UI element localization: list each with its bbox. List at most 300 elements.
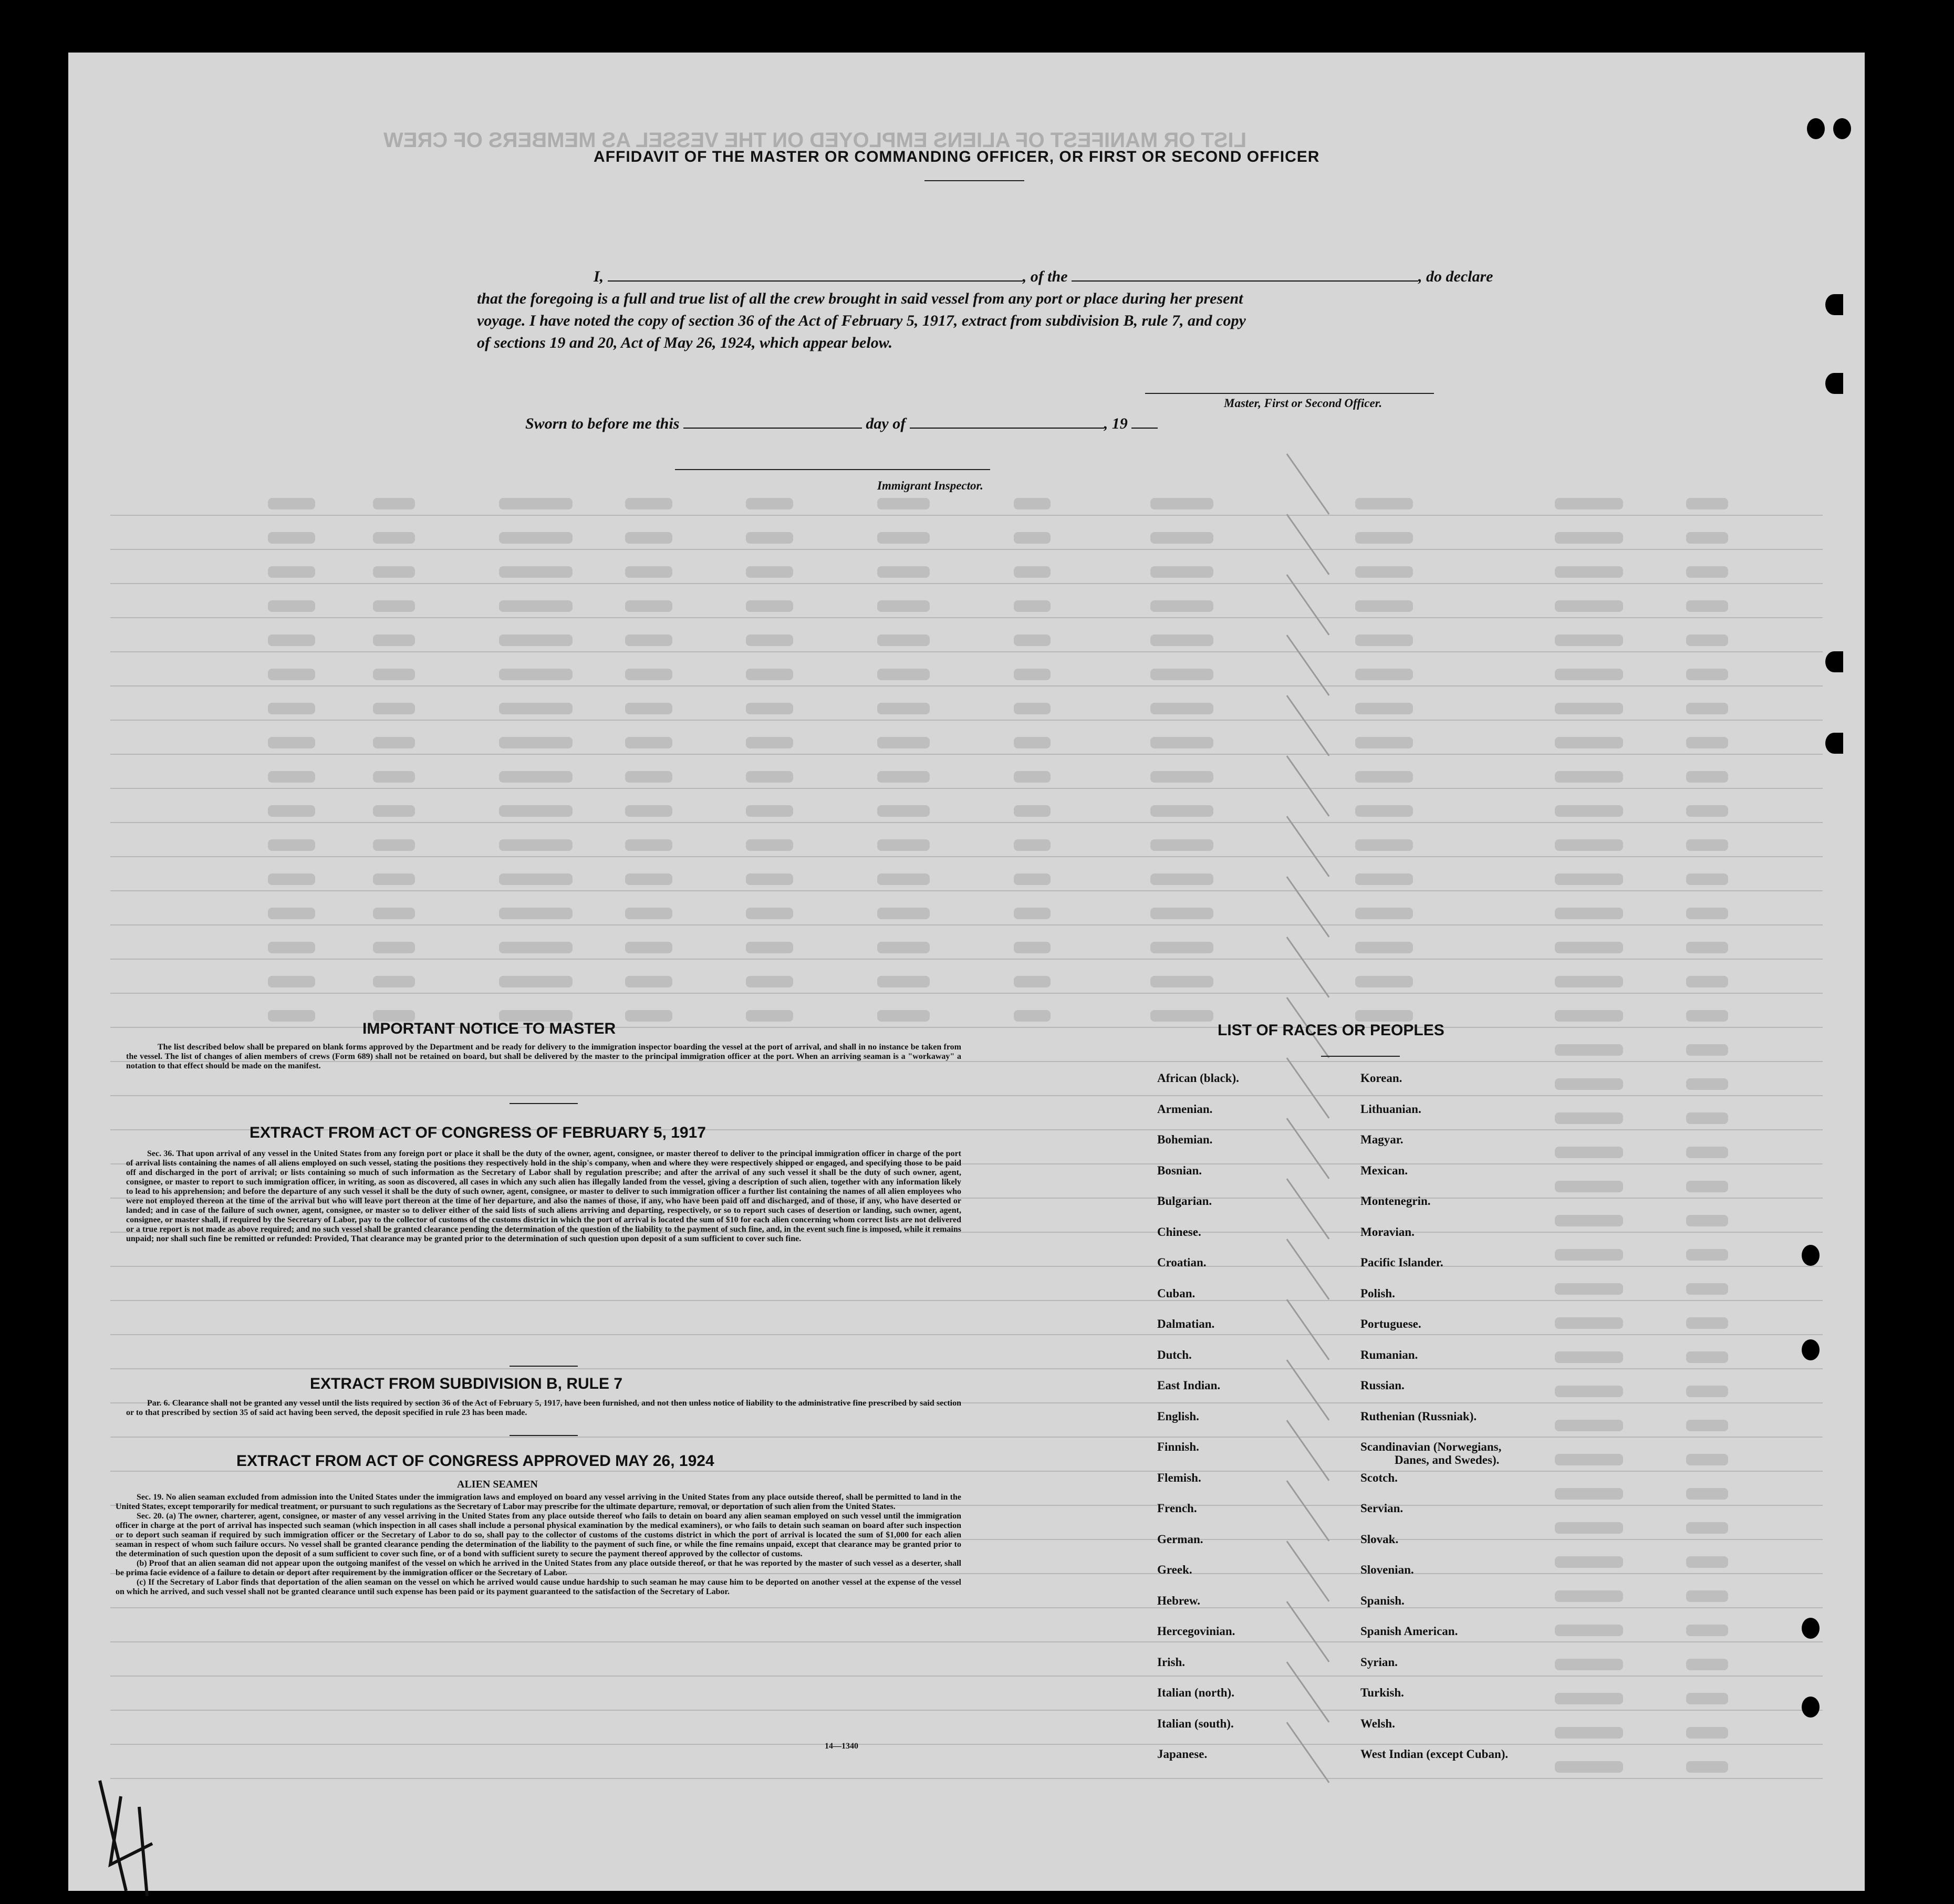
bleed-cell xyxy=(1150,908,1213,919)
bleed-cell xyxy=(877,805,930,817)
races-title: LIST OF RACES OR PEOPLES xyxy=(1218,1022,1444,1039)
bleed-cell xyxy=(1355,600,1413,612)
bleed-cell xyxy=(1555,771,1623,783)
bleed-cell xyxy=(625,1010,672,1022)
bleed-row-line xyxy=(110,1710,1823,1711)
bleed-cell xyxy=(746,703,793,714)
bleed-cell xyxy=(1686,1010,1728,1022)
ghost-header: LIST OR MANIFEST OF ALIENS EMPLOYED ON THE VESSEL AS MEMBERS OF CREW xyxy=(383,129,1247,152)
race-item: Croatian. xyxy=(1157,1256,1207,1269)
bleed-cell xyxy=(499,566,573,578)
bleed-cell xyxy=(746,498,793,509)
bleed-cell xyxy=(499,737,573,748)
bleed-cell xyxy=(1014,805,1051,817)
race-item: Servian. xyxy=(1360,1502,1404,1515)
bleed-cell xyxy=(625,669,672,680)
bleed-cell xyxy=(1686,703,1728,714)
bleed-cell xyxy=(877,566,930,578)
extract-1924-title: EXTRACT FROM ACT OF CONGRESS APPROVED MAY 26, 1924 xyxy=(236,1452,714,1470)
race-item: Scandinavian (Norwegians, xyxy=(1360,1440,1502,1453)
bleed-cell xyxy=(1686,669,1728,680)
race-item: Pacific Islander. xyxy=(1360,1256,1443,1269)
race-item: Turkish. xyxy=(1360,1686,1404,1699)
bleed-cell xyxy=(625,532,672,544)
bleed-cell xyxy=(1355,908,1413,919)
binder-hole xyxy=(1825,651,1843,672)
bleed-cell xyxy=(877,669,930,680)
race-item: Scotch. xyxy=(1360,1471,1398,1484)
bleed-stroke xyxy=(1286,1601,1330,1662)
bleed-row-line xyxy=(110,959,1823,960)
bleed-cell xyxy=(625,600,672,612)
bleed-cell xyxy=(499,669,573,680)
affidavit-line-4: of sections 19 and 20, Act of May 26, 1924, which appear below. xyxy=(477,334,893,351)
bleed-stroke xyxy=(1286,1178,1330,1239)
bleed-cell xyxy=(1555,1215,1623,1226)
bleed-cell xyxy=(268,566,315,578)
bleed-cell xyxy=(1555,1317,1623,1329)
race-item: Slovenian. xyxy=(1360,1563,1414,1576)
bleed-cell xyxy=(373,532,415,544)
bleed-cell xyxy=(268,771,315,783)
bleed-cell xyxy=(1686,1283,1728,1295)
bleed-cell xyxy=(1686,873,1728,885)
bleed-cell xyxy=(1686,634,1728,646)
bleed-cell xyxy=(746,839,793,851)
bleed-cell xyxy=(1014,908,1051,919)
section-20c-text: (c) If the Secretary of Labor finds that deportation of the alien seaman on the vessel on which he arrived would cause undue hardship to such seaman he may cause him to be deported on another vessel at the expense of the vessel on which he arrived, and such vessel shall not be granted clearance until such expense has been paid or its payment guaranteed to the satisfaction of the Secretary of Labor. xyxy=(116,1578,961,1596)
bleed-cell xyxy=(373,634,415,646)
affidavit-line-1: I, , of the , do declare xyxy=(594,268,1493,285)
bleed-stroke xyxy=(1286,1299,1330,1360)
bleed-cell xyxy=(1686,1590,1728,1602)
affidavit-title: AFFIDAVIT OF THE MASTER OR COMMANDING OFFICER, OR FIRST OR SECOND OFFICER xyxy=(594,148,1320,165)
bleed-cell xyxy=(1150,942,1213,953)
bleed-cell xyxy=(268,908,315,919)
bleed-stroke xyxy=(1286,937,1330,997)
bleed-cell xyxy=(877,703,930,714)
bleed-cell xyxy=(499,634,573,646)
bleed-cell xyxy=(373,737,415,748)
bleed-row-line xyxy=(110,1095,1823,1096)
race-item: Irish. xyxy=(1157,1655,1186,1669)
bleed-cell xyxy=(625,839,672,851)
bleed-cell xyxy=(268,805,315,817)
bleed-cell xyxy=(1555,1112,1623,1124)
bleed-cell xyxy=(877,532,930,544)
bleed-cell xyxy=(499,600,573,612)
bleed-cell xyxy=(1555,873,1623,885)
bleed-cell xyxy=(1686,1556,1728,1568)
bleed-cell xyxy=(373,873,415,885)
bleed-cell xyxy=(625,771,672,783)
bleed-cell xyxy=(1355,771,1413,783)
race-item: French. xyxy=(1157,1502,1197,1515)
bleed-cell xyxy=(1150,805,1213,817)
race-item: Greek. xyxy=(1157,1563,1192,1576)
bleed-cell xyxy=(1555,532,1623,544)
bleed-stroke xyxy=(1286,695,1330,756)
bleed-cell xyxy=(268,942,315,953)
bleed-cell xyxy=(1150,976,1213,987)
bleed-cell xyxy=(1555,1488,1623,1500)
bleed-cell xyxy=(1686,1351,1728,1363)
bleed-cell xyxy=(1686,1454,1728,1465)
bleed-stroke xyxy=(1286,1541,1330,1601)
bleed-cell xyxy=(499,498,573,509)
bleed-row-line xyxy=(110,1300,1823,1301)
bleed-stroke xyxy=(1286,1661,1330,1722)
race-item: Armenian. xyxy=(1157,1102,1213,1116)
inspector-line xyxy=(675,469,990,470)
extract-1917-rule xyxy=(510,1366,578,1367)
extract-1917-text: Sec. 36. That upon arrival of any vessel in the United States from any foreign port or place it shall be the duty of the owner, agent, consignee, or master thereof to deliver to the principal immigration officer in charge of the port of arrival lists containing the names of all aliens employed on such vessel, stating the positions they respectively hold in the ship's company, when and where they were respectively shipped or engaged, and specifying those to be paid off and discharged in the port of arrival; or lists containing so much of such information as the Secretary of Labor shall by regulation prescribe; and after the arrival of any such vessel it shall be the duty of such owner, agent, consignee, or master to report to such immigration officer, in writing, as soon as discovered, all cases in which any such alien has illegally landed from the vessel, giving a description of such alien, together with any information likely to lead to his apprehension; and before the departure of any such vessel it shall be the duty of such owner, agent, consignee, or master to deliver to such immigration officer a further list containing the names of all alien employees who were not employed thereon at the time of the arrival but who will leave port thereon at the time of her departure, and also the names of those, if any, who have been paid off and discharged, and of those, if any, who have deserted or landed; and in case of the failure of such owner, agent, consignee, or master so to deliver either of the said lists of such aliens arriving and departing, respectively, or so to report such cases of desertion or landing, such owner, agent, consignee, or master shall, if required by the Secretary of Labor, pay to the collector of customs of the customs district in which the port of arrival is located the sum of $10 for each alien concerning whom correct lists are not delivered or a true report is not made as above required; and no such vessel shall be granted clearance pending the determination of the question of the liability to the payment of such fine, and, in the event such fine is imposed, while it remains unpaid; nor shall such fine be remitted or refunded: Provided, That clearance may be granted prior to the determination of such question upon deposit of a sum sufficient to cover such fine. xyxy=(126,1149,961,1243)
rule7-text: Par. 6. Clearance shall not be granted any vessel until the lists required by section 36 of the Act of February 5, 1917, have been furnished, and not then unless notice of liability to the administrative fine prescribed by said section or to that prescribed by section 35 of said act having been served, the deposit specified in rule 23 has been made. xyxy=(126,1399,961,1417)
bleed-row-line xyxy=(110,1641,1823,1642)
bleed-cell xyxy=(746,600,793,612)
bleed-cell xyxy=(1555,1386,1623,1397)
name-blank xyxy=(608,280,1023,282)
bleed-cell xyxy=(373,942,415,953)
bleed-cell xyxy=(268,703,315,714)
race-item: Welsh. xyxy=(1360,1716,1395,1730)
bleed-cell xyxy=(268,498,315,509)
bleed-cell xyxy=(746,669,793,680)
bleed-cell xyxy=(1014,737,1051,748)
binder-hole xyxy=(1802,1339,1820,1360)
bleed-cell xyxy=(1686,1249,1728,1261)
bleed-cell xyxy=(1686,600,1728,612)
bleed-cell xyxy=(499,908,573,919)
bleed-cell xyxy=(877,771,930,783)
bleed-stroke xyxy=(1286,1480,1330,1541)
bleed-cell xyxy=(746,566,793,578)
bleed-cell xyxy=(499,976,573,987)
race-item: Slovak. xyxy=(1360,1532,1399,1546)
bleed-cell xyxy=(1686,1420,1728,1431)
bleed-cell xyxy=(1150,703,1213,714)
bleed-row-line xyxy=(110,617,1823,618)
rule7-title: EXTRACT FROM SUBDIVISION B, RULE 7 xyxy=(310,1375,623,1392)
section-19-text: Sec. 19. No alien seaman excluded from admission into the United States under the immigration laws and employed on board any vessel arriving in the United States from any place outside thereof, shall be permitted to land in the United States, except temporarily for medical treatment, or pursuant to such regulations as the Secretary of Labor may prescribe for the ultimate departure, removal, or deportation of such alien from the United States. xyxy=(116,1493,961,1511)
bleed-cell xyxy=(625,566,672,578)
binder-hole xyxy=(1833,118,1851,139)
bleed-stroke xyxy=(1286,1057,1330,1118)
bleed-stroke xyxy=(1286,634,1330,695)
bleed-row-line xyxy=(110,1334,1823,1335)
race-item: Russian. xyxy=(1360,1379,1405,1392)
bleed-cell xyxy=(268,839,315,851)
bleed-cell xyxy=(373,908,415,919)
bleed-cell xyxy=(1355,669,1413,680)
race-item: Flemish. xyxy=(1157,1471,1201,1484)
master-label: Master, First or Second Officer. xyxy=(1224,397,1383,410)
bleed-cell xyxy=(1014,498,1051,509)
bleed-cell xyxy=(877,498,930,509)
bleed-cell xyxy=(625,942,672,953)
bleed-stroke xyxy=(1286,453,1330,514)
bleed-row-line xyxy=(110,1471,1823,1472)
race-item: Italian (north). xyxy=(1157,1686,1234,1699)
bleed-row-line xyxy=(110,1437,1823,1438)
bleed-cell xyxy=(625,498,672,509)
bleed-cell xyxy=(1555,1590,1623,1602)
bleed-row-line xyxy=(110,1607,1823,1608)
bleed-cell xyxy=(268,976,315,987)
race-item: West Indian (except Cuban). xyxy=(1360,1747,1509,1761)
bleed-cell xyxy=(1686,1693,1728,1704)
race-item: Ruthenian (Russniak). xyxy=(1360,1409,1477,1423)
bleed-cell xyxy=(625,703,672,714)
bleed-cell xyxy=(1555,976,1623,987)
bleed-cell xyxy=(1150,1010,1213,1022)
bleed-cell xyxy=(1686,839,1728,851)
bleed-cell xyxy=(877,1010,930,1022)
bleed-cell xyxy=(1686,1522,1728,1534)
bleed-cell xyxy=(1555,498,1623,509)
bleed-cell xyxy=(268,669,315,680)
bleed-cell xyxy=(268,600,315,612)
bleed-cell xyxy=(625,873,672,885)
bleed-cell xyxy=(877,942,930,953)
bleed-cell xyxy=(373,839,415,851)
bleed-cell xyxy=(1014,703,1051,714)
bleed-cell xyxy=(1555,1761,1623,1773)
vessel-blank xyxy=(1072,280,1418,282)
bleed-cell xyxy=(1014,532,1051,544)
bleed-cell xyxy=(1150,498,1213,509)
race-item: Magyar. xyxy=(1360,1133,1404,1146)
bleed-cell xyxy=(373,976,415,987)
bleed-cell xyxy=(1355,976,1413,987)
bleed-row-line xyxy=(110,549,1823,550)
bleed-cell xyxy=(499,942,573,953)
bleed-row-line xyxy=(110,754,1823,755)
bleed-cell xyxy=(1355,566,1413,578)
bleed-cell xyxy=(1555,1249,1623,1261)
race-item-continuation: Danes, and Swedes). xyxy=(1395,1453,1500,1466)
bleed-cell xyxy=(1014,634,1051,646)
bleed-cell xyxy=(1355,1010,1413,1022)
bleed-cell xyxy=(1555,942,1623,953)
bleed-cell xyxy=(499,839,573,851)
race-item: English. xyxy=(1157,1409,1199,1423)
bleed-cell xyxy=(1355,634,1413,646)
race-item: Rumanian. xyxy=(1360,1348,1418,1361)
section-20a-text: Sec. 20. (a) The owner, charterer, agent, consignee, or master of any vessel arriving in the United States from any place outside thereof who fails to detain on board any alien seaman employed on such vessel until the immigration officer in charge at the port of arrival has inspected such seaman (which inspection in all cases shall include a personal physical examination by the medical examiners), or who fails to detain such seaman on board after such inspection or to deport such seaman if required by such immigration officer or the Secretary of Labor to do so, shall pay to the collector of customs of the customs district in which the port of arrival is located the sum of $1,000 for each alien seaman in respect of whom such failure occurs. No vessel shall be granted clearance pending the determination of the liability to the payment of such fine, or while the fine remains unpaid, except that clearance may be granted prior to the determination of such question upon the deposit of a sum sufficient to cover such fine, or of a bond with sufficient surety to secure the payment thereof approved by the collector of customs. xyxy=(116,1512,961,1558)
bleed-cell xyxy=(1014,873,1051,885)
bleed-row-line xyxy=(110,651,1823,652)
race-item: Spanish. xyxy=(1360,1594,1405,1607)
bleed-cell xyxy=(625,908,672,919)
race-item: Chinese. xyxy=(1157,1225,1201,1239)
bleed-row-line xyxy=(110,856,1823,857)
inspector-label: Immigrant Inspector. xyxy=(877,479,983,492)
bleed-cell xyxy=(1555,839,1623,851)
bleed-cell xyxy=(877,908,930,919)
bleed-cell xyxy=(1555,1659,1623,1670)
bleed-cell xyxy=(1686,1147,1728,1158)
bleed-stroke xyxy=(1286,816,1330,877)
bleed-row-line xyxy=(110,1676,1823,1677)
bleed-cell xyxy=(1355,873,1413,885)
bleed-cell xyxy=(1686,1181,1728,1192)
bleed-cell xyxy=(1355,839,1413,851)
bleed-cell xyxy=(1555,1010,1623,1022)
bleed-cell xyxy=(373,669,415,680)
bleed-cell xyxy=(1686,942,1728,953)
race-item: East Indian. xyxy=(1157,1379,1221,1392)
bleed-stroke xyxy=(1286,755,1330,816)
race-item: Mexican. xyxy=(1360,1163,1408,1177)
bleed-cell xyxy=(1355,532,1413,544)
bleed-cell xyxy=(746,908,793,919)
race-item: Korean. xyxy=(1360,1071,1402,1085)
race-item: Portuguese. xyxy=(1360,1317,1421,1330)
bleed-cell xyxy=(1355,498,1413,509)
bleed-cell xyxy=(1686,566,1728,578)
bleed-cell xyxy=(1014,669,1051,680)
bleed-row-line xyxy=(110,822,1823,823)
race-item: German. xyxy=(1157,1532,1203,1546)
bleed-stroke xyxy=(1286,1420,1330,1481)
bleed-cell xyxy=(1686,532,1728,544)
bleed-cell xyxy=(268,634,315,646)
extract-1917-title: EXTRACT FROM ACT OF CONGRESS OF FEBRUARY 5, 1917 xyxy=(250,1124,706,1141)
handwritten-mark xyxy=(89,1775,158,1904)
bleed-cell xyxy=(1555,1693,1623,1704)
bleed-cell xyxy=(499,873,573,885)
bleed-cell xyxy=(1555,1556,1623,1568)
race-item: Bohemian. xyxy=(1157,1133,1213,1146)
title-rule xyxy=(924,180,1024,181)
bleed-cell xyxy=(499,771,573,783)
bleed-cell xyxy=(268,532,315,544)
bleed-cell xyxy=(1150,839,1213,851)
bleed-stroke xyxy=(1286,514,1330,575)
bleed-cell xyxy=(1150,737,1213,748)
bleed-cell xyxy=(1686,1317,1728,1329)
bleed-cell xyxy=(1686,498,1728,509)
bleed-cell xyxy=(499,703,573,714)
bleed-row-line xyxy=(110,515,1823,516)
bleed-cell xyxy=(1014,942,1051,953)
bleed-row-line xyxy=(110,890,1823,891)
bleed-cell xyxy=(625,737,672,748)
bleed-cell xyxy=(746,771,793,783)
binder-hole xyxy=(1802,1245,1820,1266)
bleed-row-line xyxy=(110,924,1823,925)
bleed-row-line xyxy=(110,1266,1823,1267)
bleed-cell xyxy=(1555,1454,1623,1465)
bleed-cell xyxy=(625,805,672,817)
races-rule xyxy=(1321,1056,1400,1057)
bleed-cell xyxy=(373,805,415,817)
bleed-cell xyxy=(1686,1386,1728,1397)
bleed-cell xyxy=(1150,669,1213,680)
bleed-cell xyxy=(877,600,930,612)
bleed-cell xyxy=(1150,634,1213,646)
bleed-cell xyxy=(1686,1488,1728,1500)
bleed-cell xyxy=(1355,703,1413,714)
sworn-year-blank xyxy=(1131,428,1158,429)
race-item: Japanese. xyxy=(1157,1747,1208,1761)
race-item: Syrian. xyxy=(1360,1655,1398,1669)
bleed-row-line xyxy=(110,993,1823,994)
race-item: Dalmatian. xyxy=(1157,1317,1215,1330)
bleed-row-line xyxy=(110,1744,1823,1745)
bleed-cell xyxy=(1014,566,1051,578)
bleed-cell xyxy=(268,737,315,748)
bleed-stroke xyxy=(1286,876,1330,937)
race-item: Cuban. xyxy=(1157,1286,1196,1300)
bleed-row-line xyxy=(110,788,1823,789)
bleed-row-line xyxy=(110,1778,1823,1779)
bleed-cell xyxy=(1150,600,1213,612)
race-item: Moravian. xyxy=(1360,1225,1415,1239)
bleed-cell xyxy=(1555,600,1623,612)
notice-rule xyxy=(510,1103,578,1104)
bleed-cell xyxy=(1686,771,1728,783)
bleed-cell xyxy=(1150,771,1213,783)
bleed-stroke xyxy=(1286,1239,1330,1299)
bleed-cell xyxy=(1555,1420,1623,1431)
bleed-cell xyxy=(1355,737,1413,748)
bleed-cell xyxy=(1555,566,1623,578)
binder-hole xyxy=(1802,1618,1820,1639)
bleed-cell xyxy=(877,634,930,646)
bleed-cell xyxy=(1555,1147,1623,1158)
extract-1924-body xyxy=(116,1493,961,1597)
bleed-cell xyxy=(373,600,415,612)
bleed-row-line xyxy=(110,720,1823,721)
sworn-month-blank xyxy=(910,428,1104,429)
bleed-cell xyxy=(625,976,672,987)
bleed-cell xyxy=(1555,703,1623,714)
bleed-row-line xyxy=(110,1368,1823,1369)
bleed-cell xyxy=(1686,1761,1728,1773)
master-signature-line xyxy=(1145,393,1434,394)
bleed-cell xyxy=(373,498,415,509)
bleed-cell xyxy=(1686,805,1728,817)
bleed-cell xyxy=(1150,873,1213,885)
bleed-cell xyxy=(1014,976,1051,987)
bleed-cell xyxy=(1555,1044,1623,1056)
notice-text: The list described below shall be prepared on blank forms approved by the Department and be ready for delivery to the immigration inspector boarding the vessel at the port of arrival, and shall in no instance be taken from the vessel. The list of changes of alien members of crews (Form 689) shall not be retained on board, but shall be delivered by the master to the principal immigration officer at the port. When an arriving seaman is a "workaway" a notation to that effect should be made on the manifest. xyxy=(126,1043,961,1070)
bleed-cell xyxy=(499,805,573,817)
bleed-cell xyxy=(625,634,672,646)
bleed-row-line xyxy=(110,583,1823,584)
document-page xyxy=(68,53,1865,1891)
bleed-cell xyxy=(877,976,930,987)
race-item: Polish. xyxy=(1360,1286,1395,1300)
bleed-cell xyxy=(1686,1625,1728,1636)
bleed-cell xyxy=(1686,1112,1728,1124)
bleed-cell xyxy=(268,873,315,885)
bleed-cell xyxy=(373,566,415,578)
binder-hole xyxy=(1825,373,1843,394)
bleed-cell xyxy=(1555,1078,1623,1090)
bleed-cell xyxy=(1555,1283,1623,1295)
bleed-stroke xyxy=(1286,1722,1330,1783)
bleed-cell xyxy=(1555,1522,1623,1534)
bleed-cell xyxy=(1555,1351,1623,1363)
affidavit-line-3: voyage. I have noted the copy of section 36 of the Act of February 5, 1917, extract from subdivision B, rule 7, and copy xyxy=(477,312,1246,329)
bleed-cell xyxy=(746,532,793,544)
bleed-cell xyxy=(746,634,793,646)
bleed-cell xyxy=(1555,669,1623,680)
bleed-cell xyxy=(877,737,930,748)
